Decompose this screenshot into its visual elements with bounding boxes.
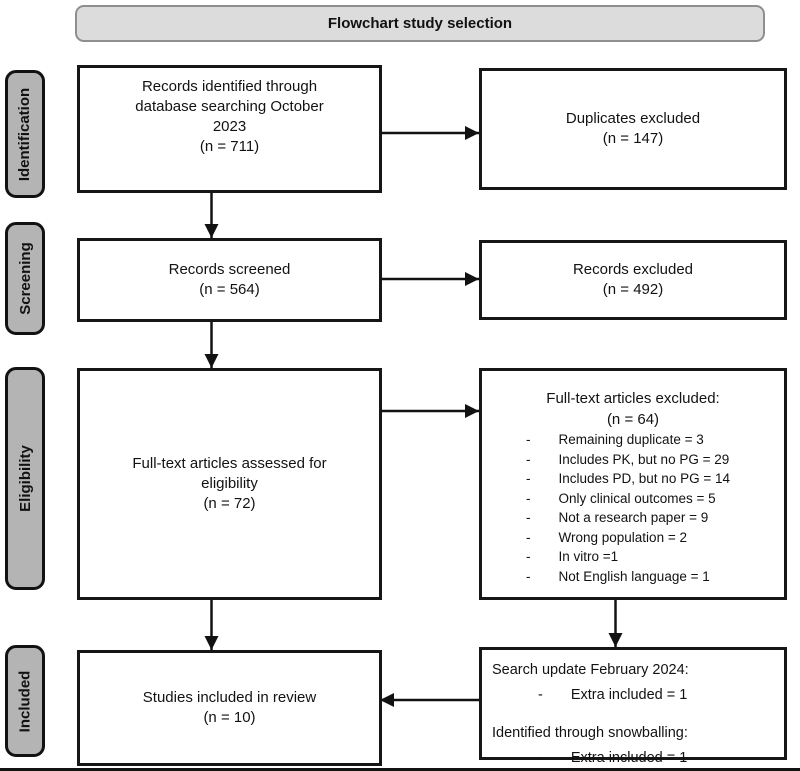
bullet-dash: - [526,490,531,506]
box-records-screened-line: Records screened [168,261,291,278]
search-update-item-text: Extra included = 1 [570,687,688,703]
exclusion-item [482,469,784,489]
bullet-dash: - [538,750,543,766]
exclusion-item-text: Includes PD, but no PG = 14 [558,471,730,486]
stage-identification-label: Identification [16,87,34,181]
bullet-dash: - [526,549,531,564]
stage-eligibility-label: Eligibility [16,445,34,512]
exclusion-item [482,567,784,587]
box-studies-included-line: (n = 10) [203,709,256,726]
box-studies-included [77,650,382,766]
box-fulltext-assessed-line: eligibility [201,475,258,492]
box-records-identified-line: (n = 711) [199,138,260,155]
box-fulltext-assessed-line: Full-text articles assessed for [132,455,327,472]
box-duplicates-excluded-line: (n = 147) [602,130,664,147]
spacer [492,708,778,721]
box-fulltext-excluded-count: (n = 64) [606,411,660,428]
stage-eligibility [5,367,45,590]
bullet-dash: - [526,510,531,525]
exclusion-item-text: Only clinical outcomes = 5 [558,490,716,506]
stage-identification [5,70,45,198]
search-update-item [492,683,778,708]
exclusion-item-text: Wrong population = 2 [558,529,687,545]
stage-screening-label: Screening [16,242,34,315]
flowchart-title [75,5,765,42]
search-update-heading: Search update February 2024: [492,662,689,678]
box-fulltext-assessed [77,368,382,600]
exclusion-item-text: In vitro =1 [558,549,619,564]
bullet-dash: - [526,471,531,486]
box-records-excluded-line: Records excluded [572,261,694,278]
bullet-dash: - [526,568,531,584]
box-fulltext-excluded [479,368,787,600]
stage-included-label: Included [16,670,34,732]
box-duplicates-excluded [479,68,787,190]
box-records-identified [77,65,382,193]
stage-screening [5,222,45,335]
exclusion-item [482,508,784,528]
exclusion-item [482,547,784,567]
stage-included [5,645,45,757]
box-fulltext-excluded-header: Full-text articles excluded: [546,390,720,407]
bullet-dash: - [538,687,543,703]
flowchart-title-label: Flowchart study selection [327,15,513,32]
exclusion-item [482,430,784,450]
box-studies-included-line: Studies included in review [142,689,317,706]
exclusion-item [482,489,784,509]
box-records-excluded [479,240,787,320]
box-duplicates-excluded-line: Duplicates excluded [565,110,701,127]
box-records-excluded-line: (n = 492) [602,281,664,298]
box-records-screened [77,238,382,322]
snowballing-heading: Identified through snowballing: [492,725,688,741]
bullet-dash: - [526,432,531,447]
box-fulltext-assessed-line: (n = 72) [203,495,256,512]
box-records-screened-line: (n = 564) [199,281,260,298]
box-records-identified-line: 2023 [212,118,247,135]
bullet-dash: - [526,529,531,545]
bullet-dash: - [526,451,531,467]
box-records-identified-line: Records identified through [141,78,318,95]
exclusion-item-text: Includes PK, but no PG = 29 [558,451,730,467]
snowballing-item-text: Extra included = 1 [570,750,688,766]
exclusion-item-text: Not English language = 1 [558,568,710,584]
exclusion-item-text: Not a research paper = 9 [558,510,709,525]
exclusion-item [482,450,784,470]
exclusion-item-text: Remaining duplicate = 3 [558,432,704,447]
exclusion-item [482,528,784,548]
box-records-identified-line: database searching October [135,98,324,115]
box-search-update [479,647,787,766]
